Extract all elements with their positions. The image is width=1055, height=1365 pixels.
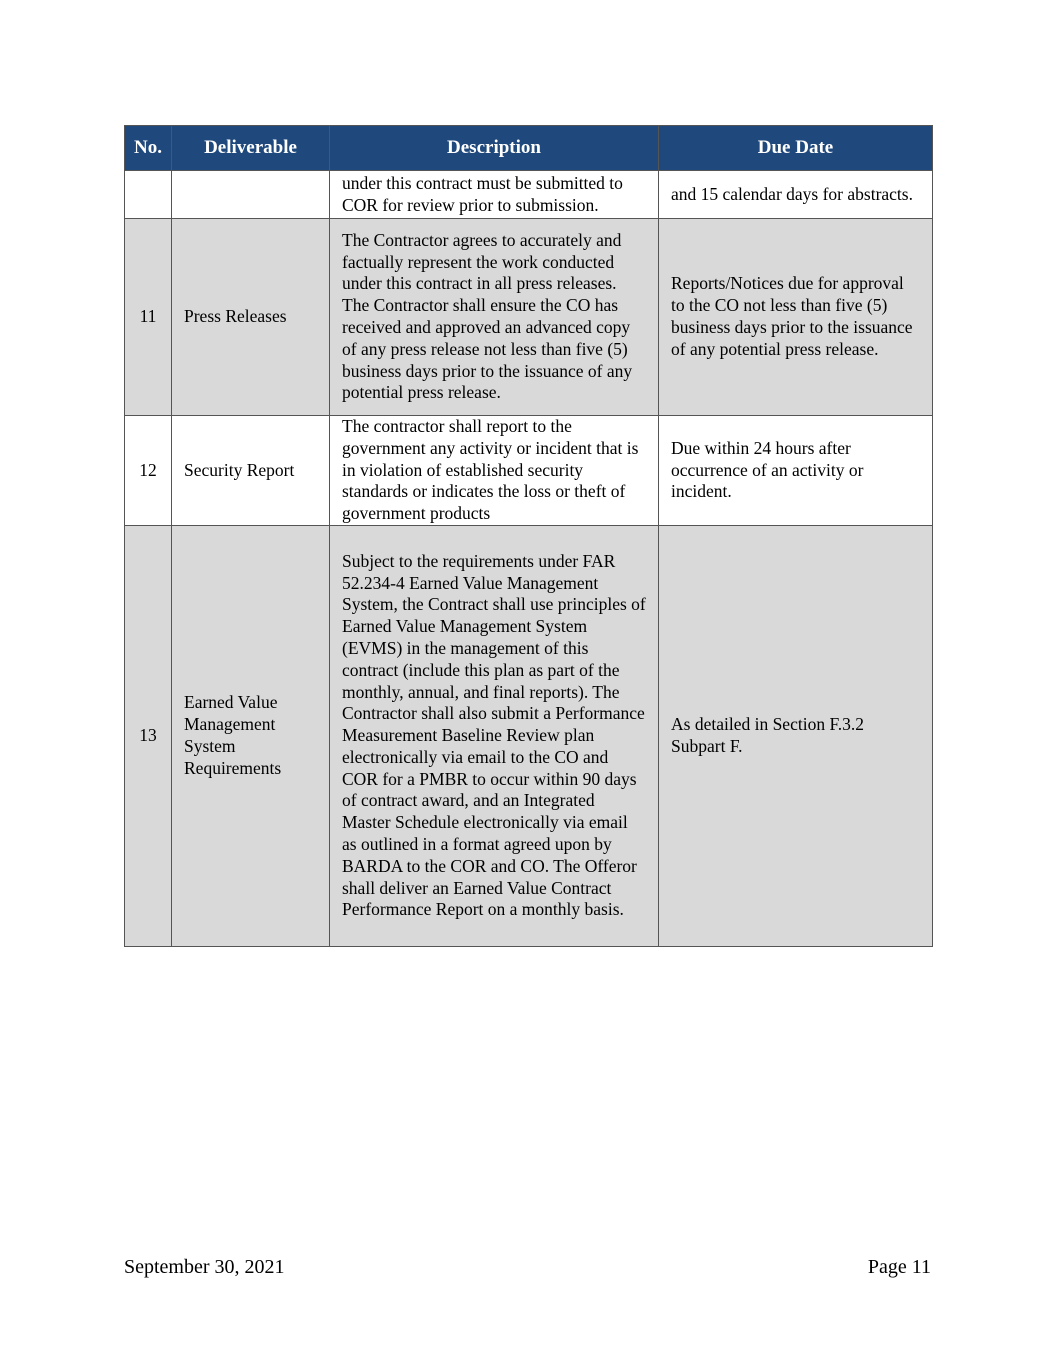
table-row [125, 416, 933, 526]
header-deliverable: Deliverable [172, 126, 330, 171]
cell-due-date: Reports/Notices due for approval to the CO not less than five (5) business days prior to the issuance of any potential press release. [659, 219, 933, 416]
header-no: No. [125, 126, 172, 171]
cell-deliverable: Press Releases [172, 219, 330, 416]
cell-deliverable [172, 171, 330, 219]
cell-description: The Contractor agrees to accurately and factually represent the work conducted under this contract in all press releases. The Contractor shall ensure the CO has received and approved an advanced copy of any press release not less than five (5) business days prior to the issuance of any potential press release. [330, 219, 659, 416]
footer-date: September 30, 2021 [124, 1256, 285, 1278]
cell-no: 12 [125, 416, 172, 526]
cell-no: 11 [125, 219, 172, 416]
cell-deliverable: Earned Value Management System Requirements [172, 526, 330, 947]
table-row [125, 526, 933, 947]
cell-no: 13 [125, 526, 172, 947]
table-row [125, 219, 933, 416]
cell-due-date: As detailed in Section F.3.2 Subpart F. [659, 526, 933, 947]
footer-page-number: Page 11 [867, 1256, 931, 1278]
cell-description: under this contract must be submitted to COR for review prior to submission. [330, 171, 659, 219]
deliverables-table [124, 125, 933, 947]
cell-due-date: and 15 calendar days for abstracts. [659, 171, 933, 219]
header-description: Description [330, 126, 659, 171]
table-header-row [125, 126, 933, 171]
table-row [125, 171, 933, 219]
cell-deliverable: Security Report [172, 416, 330, 526]
cell-due-date: Due within 24 hours after occurrence of an activity or incident. [659, 416, 933, 526]
cell-description: Subject to the requirements under FAR 52.234-4 Earned Value Management System, the Contract shall use principles of Earned Value Management System (EVMS) in the management of this contract (include this plan as part of the monthly, annual, and final reports). The Contractor shall also submit a Performance Measurement Baseline Review plan electronically via email to the CO and COR for a PMBR to occur within 90 days of contract award, and an Integrated Master Schedule electronically via email as outlined in a format agreed upon by BARDA to the COR and CO. The Offeror shall deliver an Earned Value Contract Performance Report on a monthly basis. [330, 526, 659, 947]
cell-description: The contractor shall report to the government any activity or incident that is in violation of established security standards or indicates the loss or theft of government products [330, 416, 659, 526]
header-due-date: Due Date [659, 126, 933, 171]
cell-no [125, 171, 172, 219]
